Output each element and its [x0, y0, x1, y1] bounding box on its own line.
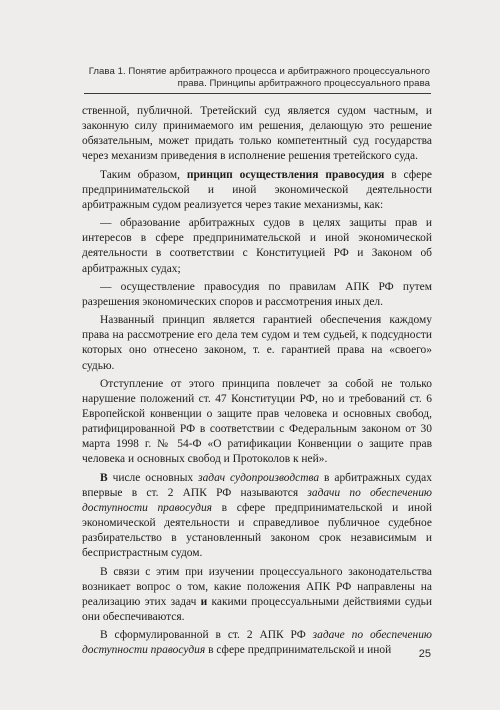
header-rule [84, 93, 431, 94]
paragraph-7-part-1: числе основных [107, 471, 199, 484]
principle-term-bold: принцип осуществления правосудия [186, 168, 385, 181]
running-head [70, 66, 430, 91]
body-text [82, 104, 432, 658]
paragraph-8-part-1: В связи с этим при изучении процессуального законодательства возникает вопрос о том, какие положения АПК РФ направлены на реализацию этих задач [82, 565, 432, 608]
paragraph-3-dash-item: — образование арбитражных судов в целях защиты прав и интересов в сфере предпринимательской и иной экономической деятельности в соответствии с Конституцией РФ и Законом об арбитражных судах; [82, 217, 432, 275]
paragraph-6: Отступление от этого принципа повлечет за собой не только нарушение положений ст. 47 Конституции РФ, но и требований ст. 6 Европейской конвенции о защите прав человека и основных свобод, ратифицированной РФ в соответствии с Федеральным законом от 30 марта 1998 г. № 54-Ф «О ратификации Конвенции о защите прав человека и основных свобод и Протоколов к ней». [82, 377, 432, 466]
paragraph-9-part-2: в сфере предпринимательской и иной [205, 644, 392, 657]
paragraph-9-part-1: В сформулированной в ст. 2 АПК РФ [100, 629, 313, 642]
paragraph-8 [82, 565, 432, 626]
paragraph-7 [82, 471, 432, 562]
paragraph-7-part-3: в сфере предпринимательской и иной экономической деятельности и справедливое публичное судебное разбирательство в установленный законом срок независимым и беспристрастным судом. [82, 501, 433, 560]
paragraph-2-lead: Таким образом, [100, 168, 187, 181]
paragraph-8-part-2: какими процессуальными действиями судьи они обеспечиваются. [82, 595, 432, 623]
paragraph-2 [82, 168, 432, 213]
paragraph-4-dash-item: — осуществление правосудия по правилам АПК РФ путем разрешения экономических споров и рассмотрения иных дел. [82, 280, 432, 308]
paragraph-1: ственной, публичной. Третейский суд является судом частным, и законную силу принимаемого им решения, делающую это решение обязательным, может придать только компетентный суд государства через механизм приведения в исполнение решения третейского суда. [82, 105, 432, 163]
tasks-term-italic: задач судопроизводства [198, 471, 320, 484]
paragraph-7-part-2: в арбитражных судах впервые в ст. 2 АПК РФ называются [82, 471, 432, 499]
page-number: 25 [418, 648, 431, 660]
paragraph-9 [82, 628, 432, 658]
paragraph-5: Названный принцип является гарантией обеспечения каждому права на рассмотрение его дела тем судом и тем судьей, к подсудности которых оно отнесено законом, т. е. гарантией права на «своего» судью. [82, 314, 432, 372]
running-head-line-2: права. Принципы арбитражного процессуального права [177, 78, 430, 90]
access-term-italic: задачи по обеспечению доступности правосудия [82, 486, 432, 514]
running-head-line-1: Глава 1. Понятие арбитражного процесса и арбитражного процессуального [88, 66, 430, 77]
paragraph-7-bold-initial: В [100, 471, 108, 484]
paragraph-2-rest: в сфере предпринимательской и иной экономической деятельности арбитражным судом реализуется через такие механизмы, как: [82, 168, 432, 211]
paragraph-8-bold-conjunction: и [200, 595, 208, 608]
paragraph-9-italic-term: задаче по обеспечению доступности правосудия [82, 629, 432, 657]
